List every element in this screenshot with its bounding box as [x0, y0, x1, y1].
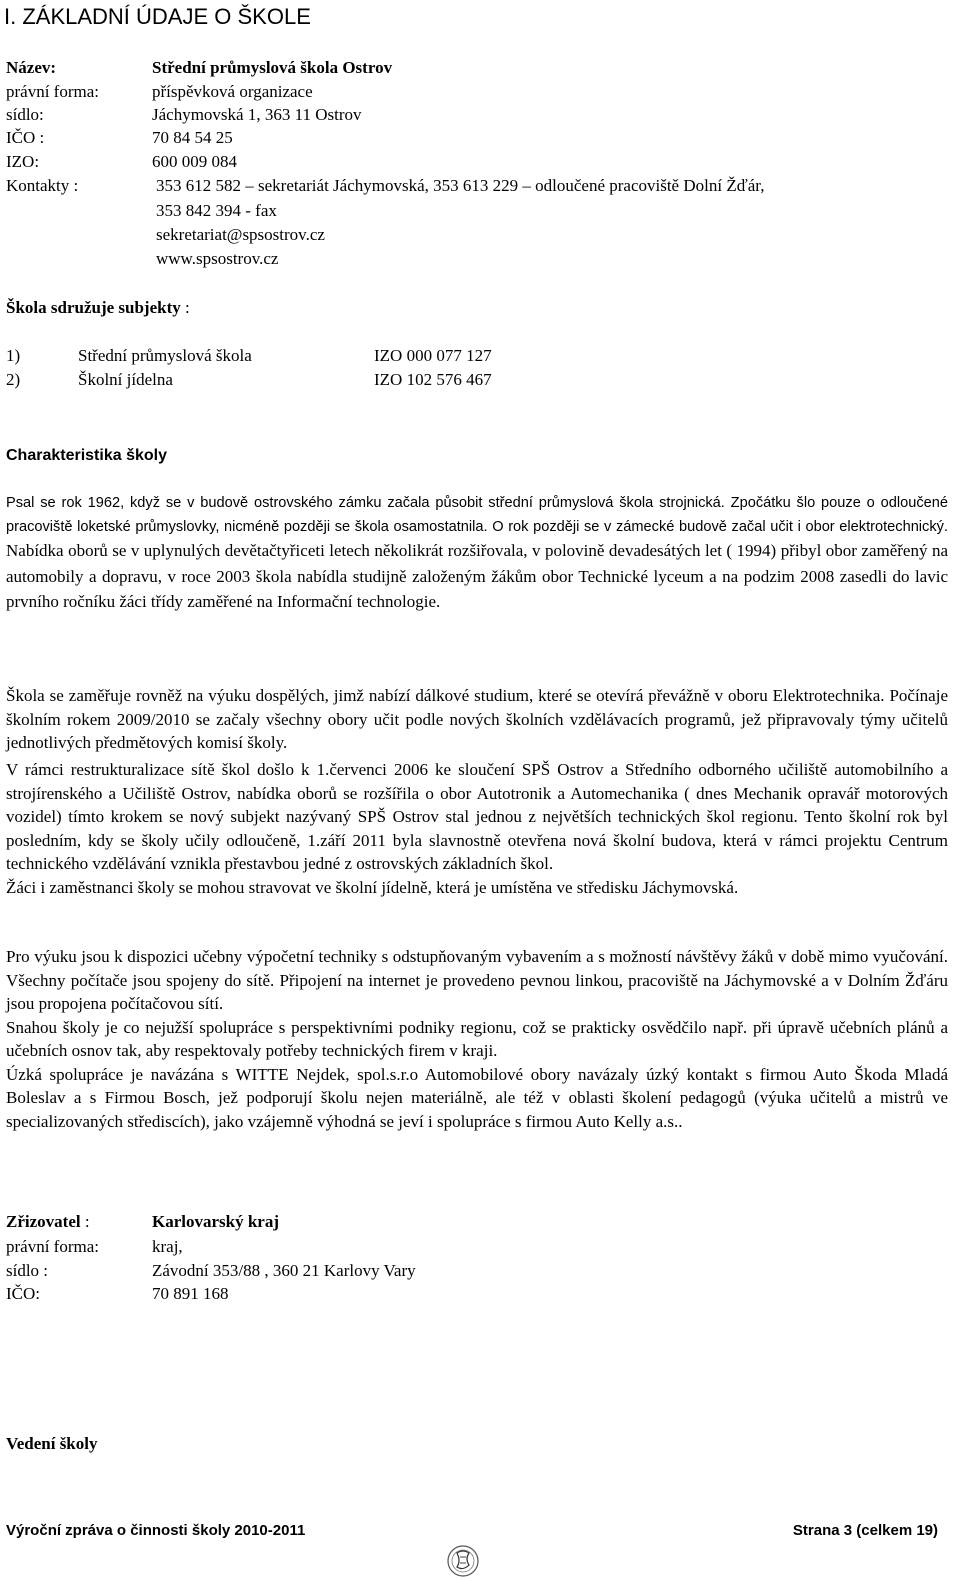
izo-label: IZO:: [6, 152, 40, 171]
subjects-heading-row: [6, 297, 190, 319]
founder-seat-value: Závodní 353/88 , 360 21 Karlovy Vary: [152, 1261, 416, 1280]
characteristics-paragraph-2: [6, 684, 948, 755]
footer-report-title: Výroční zpráva o činnosti školy 2010-2011: [6, 1522, 306, 1539]
contacts-email: sekretariat@spsostrov.cz: [156, 225, 325, 244]
adult-education-text: Škola se zaměřuje rovněž na výuku dospělých, jimž nabízí dálkové studium, které se otevírá převážně v oboru Elektrotechnika. Počínaje školním rokem 2009/2010 se začaly všechny obory učit podle nových školních vzdělávacích programů, jež připravovaly týmy učitelů jednotlivých předmětových komisí školy.: [6, 686, 948, 752]
founder-value: Karlovarský kraj: [152, 1212, 280, 1231]
footer-page-number: Strana 3 (celkem 19): [792, 1522, 938, 1539]
legal-form-label: právní forma:: [6, 82, 99, 101]
contacts-web: www.spsostrov.cz: [156, 249, 279, 268]
ico-label: IČO :: [6, 128, 45, 147]
contacts-phones: 353 612 582 – sekretariát Jáchymovská, 353 613 229 – odloučené pracoviště Dolní Žďár,: [156, 176, 765, 195]
subject-2-izo: IZO 102 576 467: [374, 370, 492, 389]
legal-form-value: příspěvková organizace: [152, 82, 313, 101]
founder-label-row: [6, 1211, 90, 1233]
founder-label-suffix: :: [80, 1212, 90, 1231]
school-logo-icon: [445, 1543, 481, 1579]
characteristics-paragraph-1: [6, 492, 948, 616]
name-label: Název:: [6, 58, 57, 77]
founder-legal-form-label: právní forma:: [6, 1237, 99, 1256]
subject-2-number: 2): [6, 370, 21, 389]
seat-value: Jáchymovská 1, 363 11 Ostrov: [152, 105, 362, 124]
subjects-heading-suffix: :: [180, 298, 190, 317]
contacts-fax: 353 842 394 - fax: [156, 201, 277, 220]
restructuring-text: V rámci restrukturalizace sítě škol došlo k 1.červenci 2006 ke sloučení SPŠ Ostrov a Středního odborného učiliště automobilního a strojírenského a Učiliště Ostrov, nabídka oborů se rozšířila o obor Autotronik a Automechanika ( dnes Mechanik opravář motorových vozidel) tímto krokem se nový subjekt nazývaný SPŠ Ostrov stal jednou z největších technických škol regionu. Tento školní rok byl posledním, kdy se školy učily odloučeně, 1.září 2011 byla slavnostně otevřena nová školní budova, která v rámci projektu Centrum technického vzdělávání vznikla přestavbou jedné z ostrovských základních škol.: [6, 760, 948, 873]
founder-ico-value: 70 891 168: [152, 1284, 229, 1303]
subject-1-name: Střední průmyslová škola: [78, 346, 252, 365]
founder-label: Zřizovatel: [6, 1212, 81, 1231]
partners-text: Úzká spolupráce je navázána s WITTE Nejdek, spol.s.r.o Automobilové obory navázaly úzký kontakt s firmou Auto Škoda Mladá Boleslav a s Firmou Bosch, jež podporují školu nejen materiálně, ale též v oblasti školení pedagogů (výuka učitelů a mistrů ve specializovaných střediscích), jako vzájemně výhodná se jeví i spolupráce s firmou Auto Kelly a.s..: [6, 1064, 948, 1131]
characteristics-paragraph-3: [6, 758, 948, 899]
founder-legal-form-value: kraj,: [152, 1237, 183, 1256]
subject-2-name: Školní jídelna: [78, 370, 173, 389]
subject-1-number: 1): [6, 346, 21, 365]
canteen-text: Žáci i zaměstnanci školy se mohou stravovat ve školní jídelně, která je umístěna ve středisku Jáchymovská.: [6, 877, 739, 897]
cooperation-text: Snahou školy je co nejužší spolupráce s perspektivními podniky regionu, což se prakticky osvědčilo např. při úpravě učebních plánů a učebních osnov tak, aby respektovaly potřeby technických firem v kraji.: [6, 1017, 948, 1060]
page-heading: I. ZÁKLADNÍ ÚDAJE O ŠKOLE: [4, 4, 311, 29]
history-text: Psal se rok 1962, když se v budově ostrovského zámku začala působit střední průmyslová škola strojnická. Zpočátku šlo pouze o odloučené pracoviště loketské průmyslovky, nicméně později se škola osamostatnila. O rok později se v zámecké budově začal učit i obor elektrotechnický.: [6, 495, 948, 535]
seat-label: sídlo:: [6, 105, 44, 124]
school-name: Střední průmyslová škola Ostrov: [152, 58, 393, 77]
characteristics-paragraph-4: [6, 945, 948, 1133]
programs-text: Nabídka oborů se v uplynulých devětačtyřiceti letech několikrát rozšiřovala, v polovině devadesátých let ( 1994) přibyl obor zaměřený na automobily a dopravu, v roce 2003 škola nabídla studijně založeným žákům obor Technické lyceum a na podzim 2008 zasedli do lavic prvního ročníku žáci třídy zaměřené na Informační technologie.: [6, 541, 948, 611]
contacts-label: Kontakty :: [6, 176, 79, 195]
izo-value: 600 009 084: [152, 152, 237, 171]
characteristics-heading: Charakteristika školy: [6, 447, 167, 464]
management-heading: Vedení školy: [6, 1434, 98, 1453]
subject-1-izo: IZO 000 077 127: [374, 346, 492, 365]
ico-value: 70 84 54 25: [152, 128, 233, 147]
founder-ico-label: IČO:: [6, 1284, 40, 1303]
it-equipment-text: Pro výuku jsou k dispozici učebny výpočetní techniky s odstupňovaným vybavením a s možností návštěvy žáků v době mimo vyučování. Všechny počítače jsou spojeny do sítě. Připojení na internet je provedeno pevnou linkou, pracoviště na Jáchymovské a v Dolním Žďáru jsou propojena počítačovou sítí.: [6, 947, 948, 1013]
founder-seat-label: sídlo :: [6, 1261, 49, 1280]
subjects-heading: Škola sdružuje subjekty: [6, 298, 181, 317]
